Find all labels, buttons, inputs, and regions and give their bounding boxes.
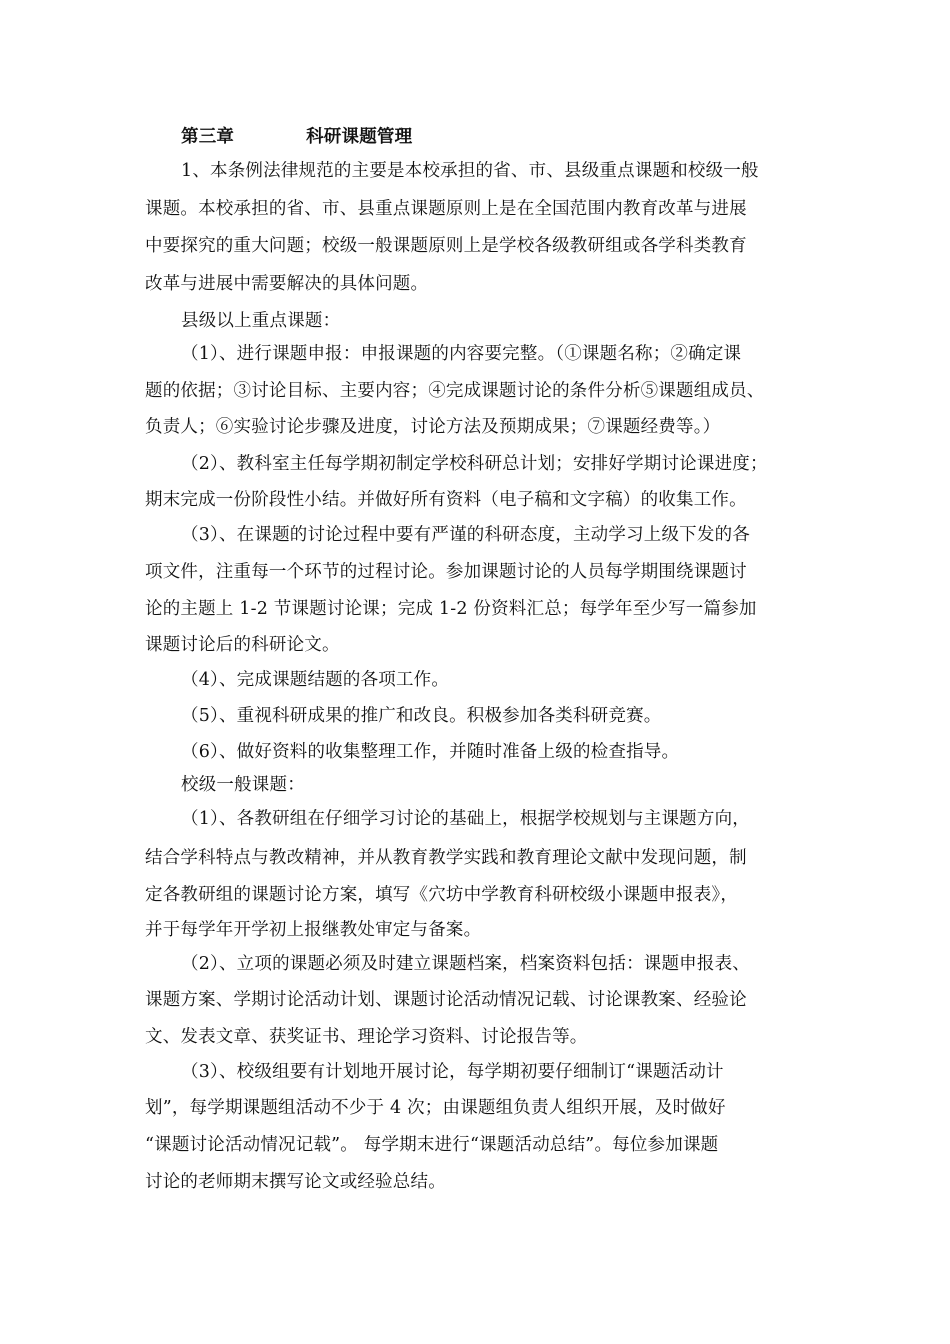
body-line: （5）、重视科研成果的推广和改良。积极参加各类科研竞赛。 xyxy=(181,706,662,726)
body-line: （3）、校级组要有计划地开展讨论，每学期初要仔细制订“课题活动计 xyxy=(181,1062,724,1082)
body-line: 期末完成一份阶段性小结。并做好所有资料（电子稿和文字稿）的收集工作。 xyxy=(145,490,747,510)
section-heading: 校级一般课题： xyxy=(181,775,305,795)
body-line: 项文件，注重每一个环节的过程讨论。参加课题讨论的人员每学期围绕课题讨 xyxy=(145,562,747,582)
body-line: 课题方案、学期讨论活动计划、课题讨论活动情况记载、讨论课教案、经验论 xyxy=(145,990,747,1010)
body-line: 论的主题上 1-2 节课题讨论课；完成 1-2 份资料汇总；每学年至少写一篇参加 xyxy=(145,599,757,619)
body-line: 划”，每学期课题组活动不少于 4 次；由课题组负责人组织开展，及时做好 xyxy=(145,1098,726,1118)
body-line: （6）、做好资料的收集整理工作，并随时准备上级的检查指导。 xyxy=(181,742,680,762)
body-line: 负责人；⑥实验讨论步骤及进度，讨论方法及预期成果；⑦课题经费等。） xyxy=(145,417,721,437)
chapter-title: 科研课题管理 xyxy=(306,127,413,147)
body-line: “课题讨论活动情况记载”。 每学期末进行“课题活动总结”。每位参加课题 xyxy=(145,1135,719,1155)
body-line: 定各教研组的课题讨论方案，填写《穴坊中学教育科研校级小课题申报表》， xyxy=(145,885,739,905)
body-line: 题的依据；③讨论目标、主要内容；④完成课题讨论的条件分析⑤课题组成员、 xyxy=(145,381,765,401)
body-line: 并于每学年开学初上报继教处审定与备案。 xyxy=(145,920,482,940)
body-line: （3）、在课题的讨论过程中要有严谨的科研态度，主动学习上级下发的各 xyxy=(181,525,750,545)
body-line: 1、本条例法律规范的主要是本校承担的省、市、县级重点课题和校级一般 xyxy=(181,161,759,181)
body-line: （1）、进行课题申报：申报课题的内容要完整。（①课题名称；②确定课 xyxy=(181,344,742,364)
body-line: 文、发表文章、获奖证书、理论学习资料、讨论报告等。 xyxy=(145,1027,588,1047)
body-line: 课题。本校承担的省、市、县重点课题原则上是在全国范围内教育改革与进展 xyxy=(145,199,747,219)
chapter-number: 第三章 xyxy=(181,127,235,147)
body-line: （1）、各教研组在仔细学习讨论的基础上，根据学校规划与主课题方向， xyxy=(181,809,750,829)
body-line: 课题讨论后的科研论文。 xyxy=(145,635,340,655)
body-line: 结合学科特点与教改精神，并从教育教学实践和教育理论文献中发现问题，制 xyxy=(145,848,747,868)
body-line: 中要探究的重大问题；校级一般课题原则上是学校各级教研组或各学科类教育 xyxy=(145,236,747,256)
body-line: 改革与进展中需要解决的具体问题。 xyxy=(145,274,429,294)
body-line: 讨论的老师期末撰写论文或经验总结。 xyxy=(145,1172,446,1192)
section-heading: 县级以上重点课题： xyxy=(181,311,341,331)
chapter-heading xyxy=(181,125,412,149)
body-line: （4）、完成课题结题的各项工作。 xyxy=(181,670,450,690)
body-line: （2）、立项的课题必须及时建立课题档案，档案资料包括：课题申报表、 xyxy=(181,954,750,974)
body-line: （2）、教科室主任每学期初制定学校科研总计划；安排好学期讨论课进度； xyxy=(181,454,768,474)
